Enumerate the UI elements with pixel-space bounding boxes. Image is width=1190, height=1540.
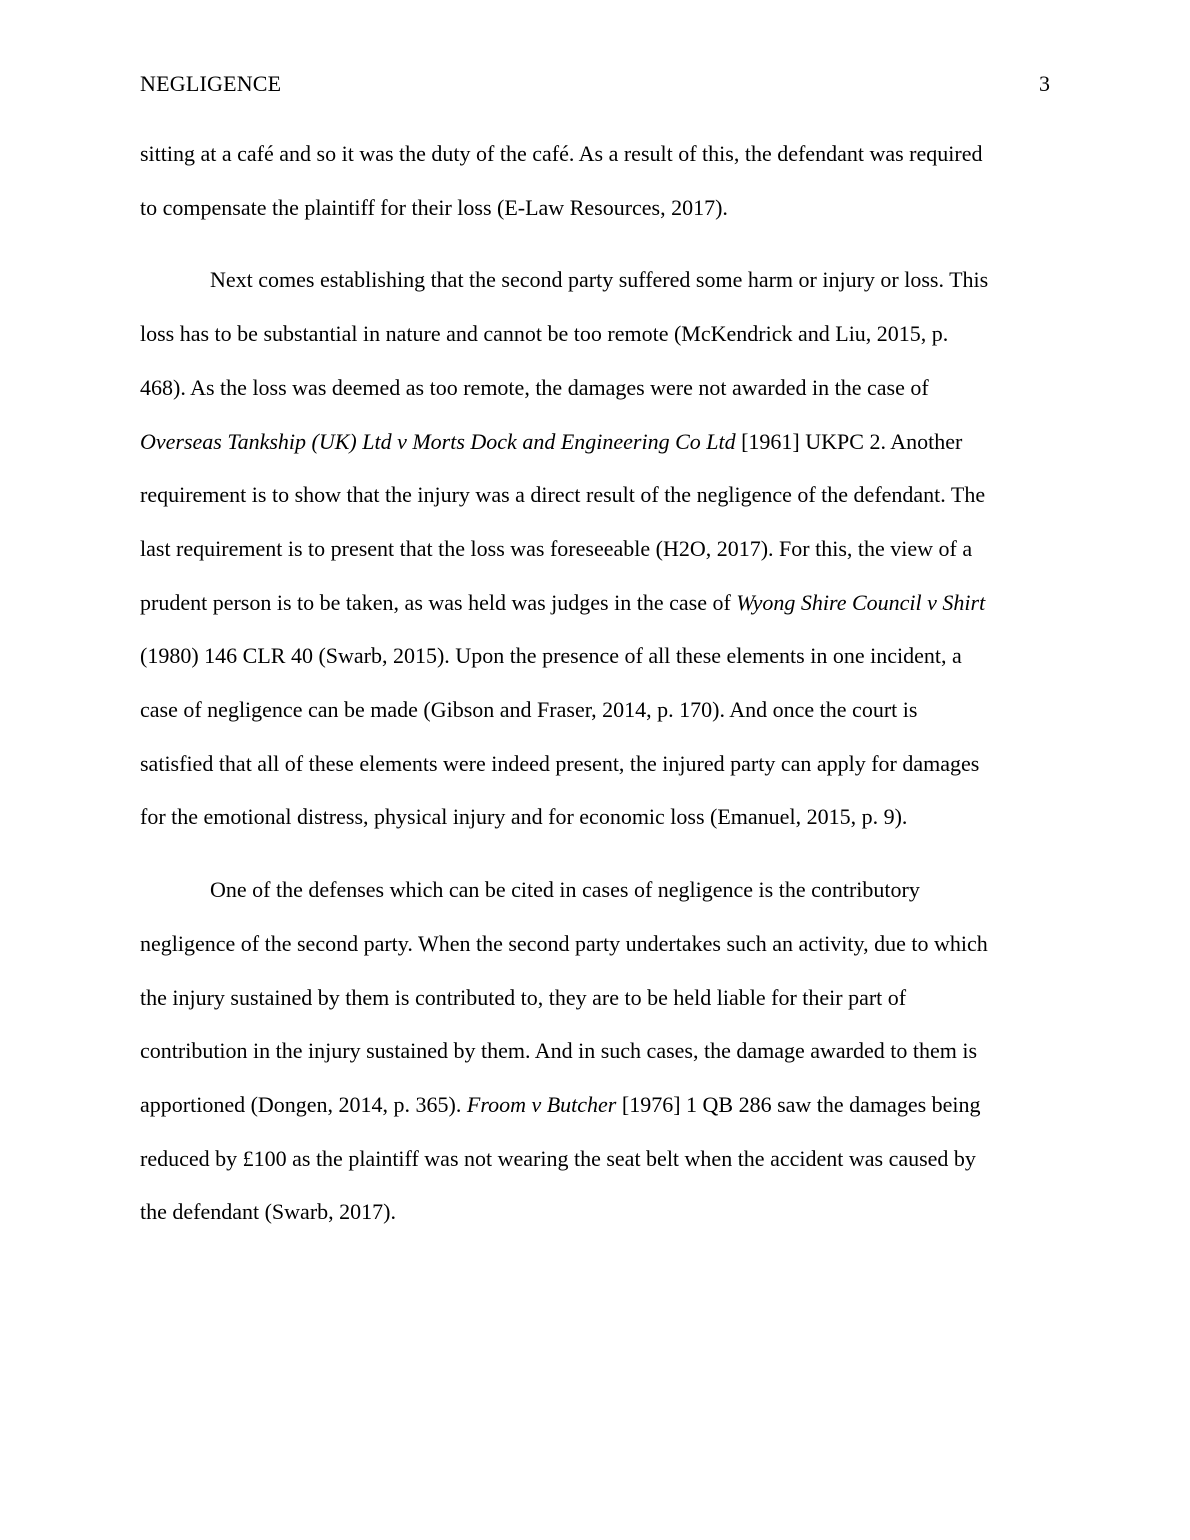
text-line: last requirement is to present that the loss was foreseeable (H2O, 2017). For this, the view of a: [140, 535, 973, 561]
text-line: contribution in the injury sustained by them. And in such cases, the damage awarded to them is: [140, 1038, 978, 1064]
text-line: prudent person is to be taken, as was held was judges in the case of Wyong Shire Council v Shirt: [140, 589, 986, 615]
paragraph-defenses: [140, 863, 1050, 1239]
case-name-italic: Froom v Butcher: [466, 1091, 617, 1117]
case-name-italic: Overseas Tankship (UK) Ltd v Morts Dock and Engineering Co Ltd: [140, 428, 736, 454]
running-head: NEGLIGENCE: [140, 71, 282, 96]
paragraph-continuation: [140, 127, 1050, 234]
text-line: case of negligence can be made (Gibson and Fraser, 2014, p. 170). And once the court is: [140, 697, 918, 723]
text-line: negligence of the second party. When the second party undertakes such an activity, due to which: [140, 930, 988, 956]
text-line: Overseas Tankship (UK) Ltd v Morts Dock and Engineering Co Ltd [1961] UKPC 2. Another: [140, 428, 963, 454]
text-line: the defendant (Swarb, 2017).: [140, 1199, 396, 1225]
text-line: sitting at a café and so it was the duty of the café. As a result of this, the defendant was required: [140, 141, 983, 166]
text-line: Next comes establishing that the second party suffered some harm or injury or loss. This: [210, 267, 989, 293]
text-line: the injury sustained by them is contributed to, they are to be held liable for their part of: [140, 984, 907, 1010]
page-number: 3: [1039, 71, 1050, 96]
text-line: to compensate the plaintiff for their loss (E-Law Resources, 2017).: [140, 194, 728, 220]
text-line: loss has to be substantial in nature and cannot be too remote (McKendrick and Liu, 2015, p.: [140, 321, 949, 347]
text-line: (1980) 146 CLR 40 (Swarb, 2015). Upon the presence of all these elements in one incident, a: [140, 643, 962, 669]
body-text: [140, 127, 1050, 1239]
text-line: satisfied that all of these elements were indeed present, the injured party can apply for damages: [140, 750, 980, 776]
text-line: One of the defenses which can be cited in cases of negligence is the contributory: [210, 877, 920, 903]
text-line: reduced by £100 as the plaintiff was not wearing the seat belt when the accident was caused by: [140, 1145, 976, 1171]
paragraph-damages: [140, 253, 1050, 844]
text-line: 468). As the loss was deemed as too remote, the damages were not awarded in the case of: [140, 374, 929, 400]
text-line: requirement is to show that the injury was a direct result of the negligence of the defendant. The: [140, 482, 986, 508]
text-line: apportioned (Dongen, 2014, p. 365). Froom v Butcher [1976] 1 QB 286 saw the damages being: [140, 1091, 981, 1117]
text-line: for the emotional distress, physical injury and for economic loss (Emanuel, 2015, p. 9).: [140, 804, 908, 830]
case-name-italic: Wyong Shire Council v Shirt: [736, 589, 986, 615]
